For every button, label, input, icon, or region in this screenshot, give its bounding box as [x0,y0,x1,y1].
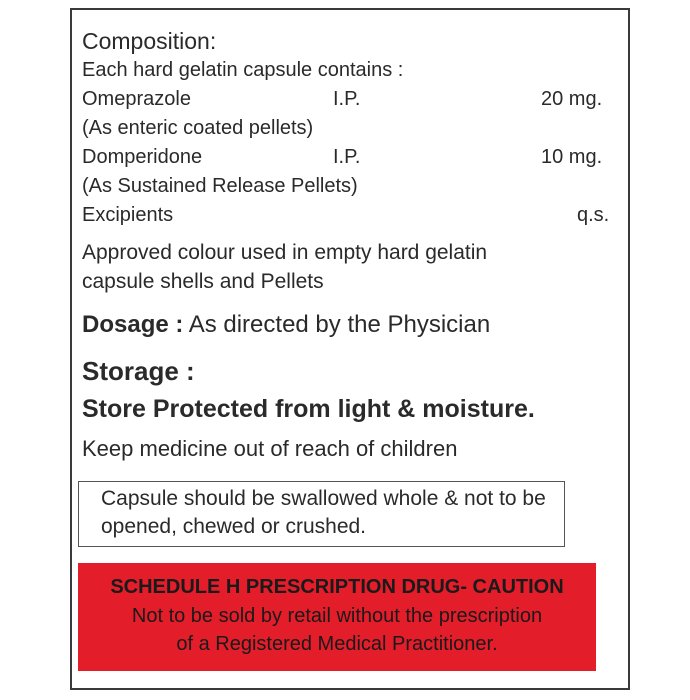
colour-note-line2: capsule shells and Pellets [82,270,324,293]
composition-intro: Each hard gelatin capsule contains : [82,59,404,81]
schedule-line2: of a Registered Medical Practitioner. [176,633,498,655]
ingredient-note: (As enteric coated pellets) [82,117,314,139]
excipients-amount: q.s. [577,204,610,226]
ingredient-amount: 20 mg. [541,88,603,110]
dosage-text: As directed by the Physician [188,311,491,338]
swallow-caution-box [78,481,565,547]
caution-line1: Capsule should be swallowed whole & not to be [101,487,546,510]
storage-instruction: Store Protected from light & moisture. [82,395,535,423]
schedule-line1: Not to be sold by retail without the prescription [131,605,543,627]
dosage-label: Dosage : [82,311,184,338]
ingredient-standard: I.P. [333,88,361,110]
schedule-h-warning-box [78,563,596,671]
storage-heading: Storage : [82,356,195,386]
ingredient-name: Domperidone [82,146,203,168]
ingredient-name: Omeprazole [82,88,191,110]
ingredient-standard: I.P. [333,146,361,168]
ingredient-amount: 10 mg. [541,146,603,168]
schedule-title: SCHEDULE H PRESCRIPTION DRUG- CAUTION [110,576,564,598]
ingredient-note: (As Sustained Release Pellets) [82,175,358,197]
dosage-line [82,311,490,339]
children-warning: Keep medicine out of reach of children [82,436,458,461]
excipients-name: Excipients [82,204,174,226]
colour-note-line1: Approved colour used in empty hard gelatin [82,241,488,264]
composition-heading: Composition: [82,28,217,54]
caution-line2: opened, chewed or crushed. [101,515,367,538]
